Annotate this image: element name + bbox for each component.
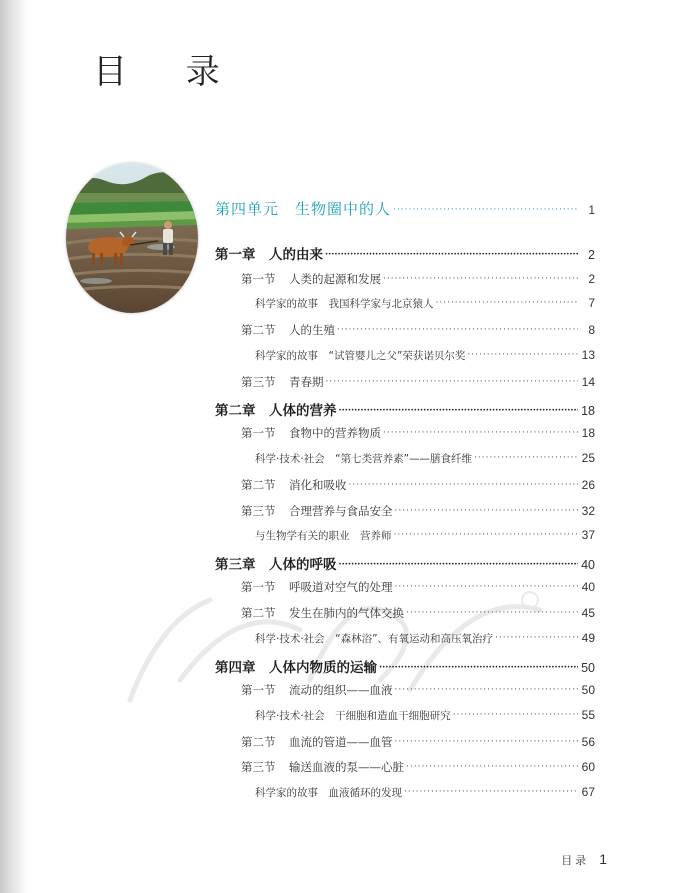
- toc-section-number: 第二节: [241, 478, 276, 492]
- toc-leader-dots: [467, 351, 578, 360]
- toc-section-entry[interactable]: [241, 759, 595, 775]
- toc-section-number: 第一节: [241, 272, 276, 286]
- toc-leader-dots: [495, 634, 578, 643]
- toc-section-title: 发生在肺内的气体交换: [289, 606, 404, 620]
- toc-leader-dots: [383, 275, 578, 284]
- toc-extra-entry[interactable]: [255, 631, 595, 646]
- toc-section-title: 血流的管道——血管: [289, 735, 393, 749]
- toc-entry-label: 第四单元 生物圈中的人: [215, 200, 392, 218]
- toc-section-title: 人类的起源和发展: [289, 272, 381, 286]
- toc-entry-label: [241, 503, 393, 519]
- toc-entry-label: [241, 605, 404, 621]
- toc-leader-dots: [339, 407, 579, 416]
- toc-section-number: 第二节: [241, 323, 276, 337]
- toc-section-title: 流动的组织——血液: [289, 683, 393, 697]
- toc-leader-dots: [383, 429, 578, 438]
- toc-leader-dots: [379, 664, 578, 673]
- toc-entry-label: [241, 682, 393, 698]
- toc-entry-label: [241, 322, 335, 338]
- toc-entry-label: 科学·技术·社会 干细胞和造血干细胞研究: [255, 710, 451, 722]
- toc-page-number: 56: [581, 735, 595, 749]
- toc-section-entry[interactable]: [241, 503, 595, 519]
- toc-section-entry[interactable]: [241, 682, 595, 698]
- toc-section-number: 第一节: [241, 683, 276, 697]
- toc-leader-dots: [436, 299, 579, 308]
- toc-entry-label: [241, 271, 381, 287]
- toc-page-number: 8: [588, 323, 595, 337]
- toc-extra-entry[interactable]: [255, 296, 595, 311]
- toc-page-number: 50: [581, 661, 595, 675]
- toc-entry-label: [241, 734, 393, 750]
- toc-page-number: 26: [581, 478, 595, 492]
- page-gutter-shadow: [0, 0, 28, 893]
- toc-entry-label: 第四章 人体内物质的运输: [215, 660, 377, 676]
- toc-entry-label: 第三章 人体的呼吸: [215, 557, 337, 573]
- toc-section-title: 食物中的营养物质: [289, 426, 381, 440]
- toc-section-entry[interactable]: [241, 605, 595, 621]
- toc-page-number: 2: [588, 248, 595, 262]
- toc-chapter-entry[interactable]: [215, 243, 595, 263]
- toc-section-title: 人的生殖: [289, 323, 335, 337]
- toc-entry-label: 科学家的故事 我国科学家与北京猿人: [255, 298, 434, 310]
- toc-section-title: 输送血液的泵——心脏: [289, 760, 404, 774]
- toc-entry-label: 科学家的故事 血液循环的发现: [255, 787, 402, 799]
- toc-entry-label: 第二章 人体的营养: [215, 403, 337, 419]
- toc-section-entry[interactable]: [241, 579, 595, 595]
- toc-section-title: 合理营养与食品安全: [289, 504, 393, 518]
- toc-leader-dots: [339, 561, 579, 570]
- toc-section-entry[interactable]: [241, 477, 595, 493]
- footer-label: 目录: [561, 854, 590, 867]
- toc-extra-entry[interactable]: [255, 785, 595, 800]
- toc-entry-label: [241, 579, 393, 595]
- toc-chapter-entry[interactable]: [215, 553, 595, 573]
- toc-section-number: 第三节: [241, 504, 276, 518]
- toc-entry-label: [241, 425, 381, 441]
- toc-page-number: 60: [581, 760, 595, 774]
- toc-page-number: 50: [581, 683, 595, 697]
- toc-entry-label: 科学·技术·社会 “第七类营养素”——膳食纤维: [255, 453, 473, 465]
- toc-extra-entry[interactable]: [255, 348, 595, 363]
- toc-entry-label: 第一章 人的由来: [215, 247, 323, 263]
- toc-page-number: 14: [581, 375, 595, 389]
- toc-section-entry[interactable]: [241, 374, 595, 390]
- toc-leader-dots: [395, 507, 579, 516]
- toc-extra-entry[interactable]: [255, 528, 595, 543]
- toc-leader-dots: [406, 609, 578, 618]
- toc-page-number: 55: [581, 708, 595, 722]
- toc-leader-dots: [406, 763, 578, 772]
- toc-page-number: 45: [581, 606, 595, 620]
- toc-chapter-entry[interactable]: [215, 399, 595, 419]
- toc-entry-label: [241, 477, 347, 493]
- toc-page-number: 18: [581, 404, 595, 418]
- toc-page-number: 37: [581, 528, 595, 542]
- toc-leader-dots: [326, 378, 579, 387]
- toc-section-title: 呼吸道对空气的处理: [289, 580, 393, 594]
- toc-extra-entry[interactable]: [255, 708, 595, 723]
- toc-page-number: 67: [581, 785, 595, 799]
- toc-page-number: 18: [581, 426, 595, 440]
- toc-leader-dots: [337, 326, 578, 335]
- toc-page-number: 40: [581, 580, 595, 594]
- toc-unit-entry[interactable]: [215, 198, 595, 219]
- farm-ox-plowing-photo: [66, 163, 198, 313]
- toc-section-number: 第二节: [241, 606, 276, 620]
- toc-entry-label: 科学·技术·社会 “森林浴”、有氧运动和高压氧治疗: [255, 633, 494, 645]
- toc-leader-dots: [394, 531, 579, 540]
- toc-section-entry[interactable]: [241, 322, 595, 338]
- toc-leader-dots: [325, 251, 578, 260]
- toc-section-title: 青春期: [289, 375, 324, 389]
- page-title: 目 录: [93, 52, 244, 92]
- toc-page-number: 49: [581, 631, 595, 645]
- toc-page-number: 2: [588, 272, 595, 286]
- toc-entry-label: 科学家的故事 “试管婴儿之父”荣获诺贝尔奖: [255, 350, 466, 362]
- toc-page-number: 25: [581, 451, 595, 465]
- footer-page-number: 1: [599, 851, 607, 867]
- toc-section-entry[interactable]: [241, 425, 595, 441]
- toc-chapter-entry[interactable]: [215, 656, 595, 676]
- toc-section-entry[interactable]: [241, 734, 595, 750]
- toc-section-number: 第一节: [241, 580, 276, 594]
- toc-leader-dots: [349, 481, 579, 490]
- toc-section-entry[interactable]: [241, 271, 595, 287]
- toc-page-number: 1: [588, 203, 595, 217]
- toc-section-number: 第三节: [241, 375, 276, 389]
- toc-entry-label: [241, 374, 324, 390]
- toc-entry-label: 与生物学有关的职业 营养师: [255, 530, 392, 542]
- toc-leader-dots: [395, 738, 579, 747]
- toc-extra-entry[interactable]: [255, 451, 595, 466]
- toc-leader-dots: [395, 583, 579, 592]
- toc-section-number: 第一节: [241, 426, 276, 440]
- toc-page-number: 13: [581, 348, 595, 362]
- toc-section-title: 消化和吸收: [289, 478, 347, 492]
- toc-leader-dots: [393, 206, 578, 215]
- toc-page-number: 40: [581, 558, 595, 572]
- toc-leader-dots: [474, 454, 578, 463]
- toc-entry-label: [241, 759, 404, 775]
- toc-leader-dots: [404, 788, 578, 797]
- toc-page-number: 32: [581, 504, 595, 518]
- toc-leader-dots: [395, 686, 579, 695]
- toc-section-number: 第三节: [241, 760, 276, 774]
- toc-leader-dots: [453, 711, 578, 720]
- page-footer: [561, 851, 607, 868]
- toc-section-number: 第二节: [241, 735, 276, 749]
- toc-page-number: 7: [588, 296, 595, 310]
